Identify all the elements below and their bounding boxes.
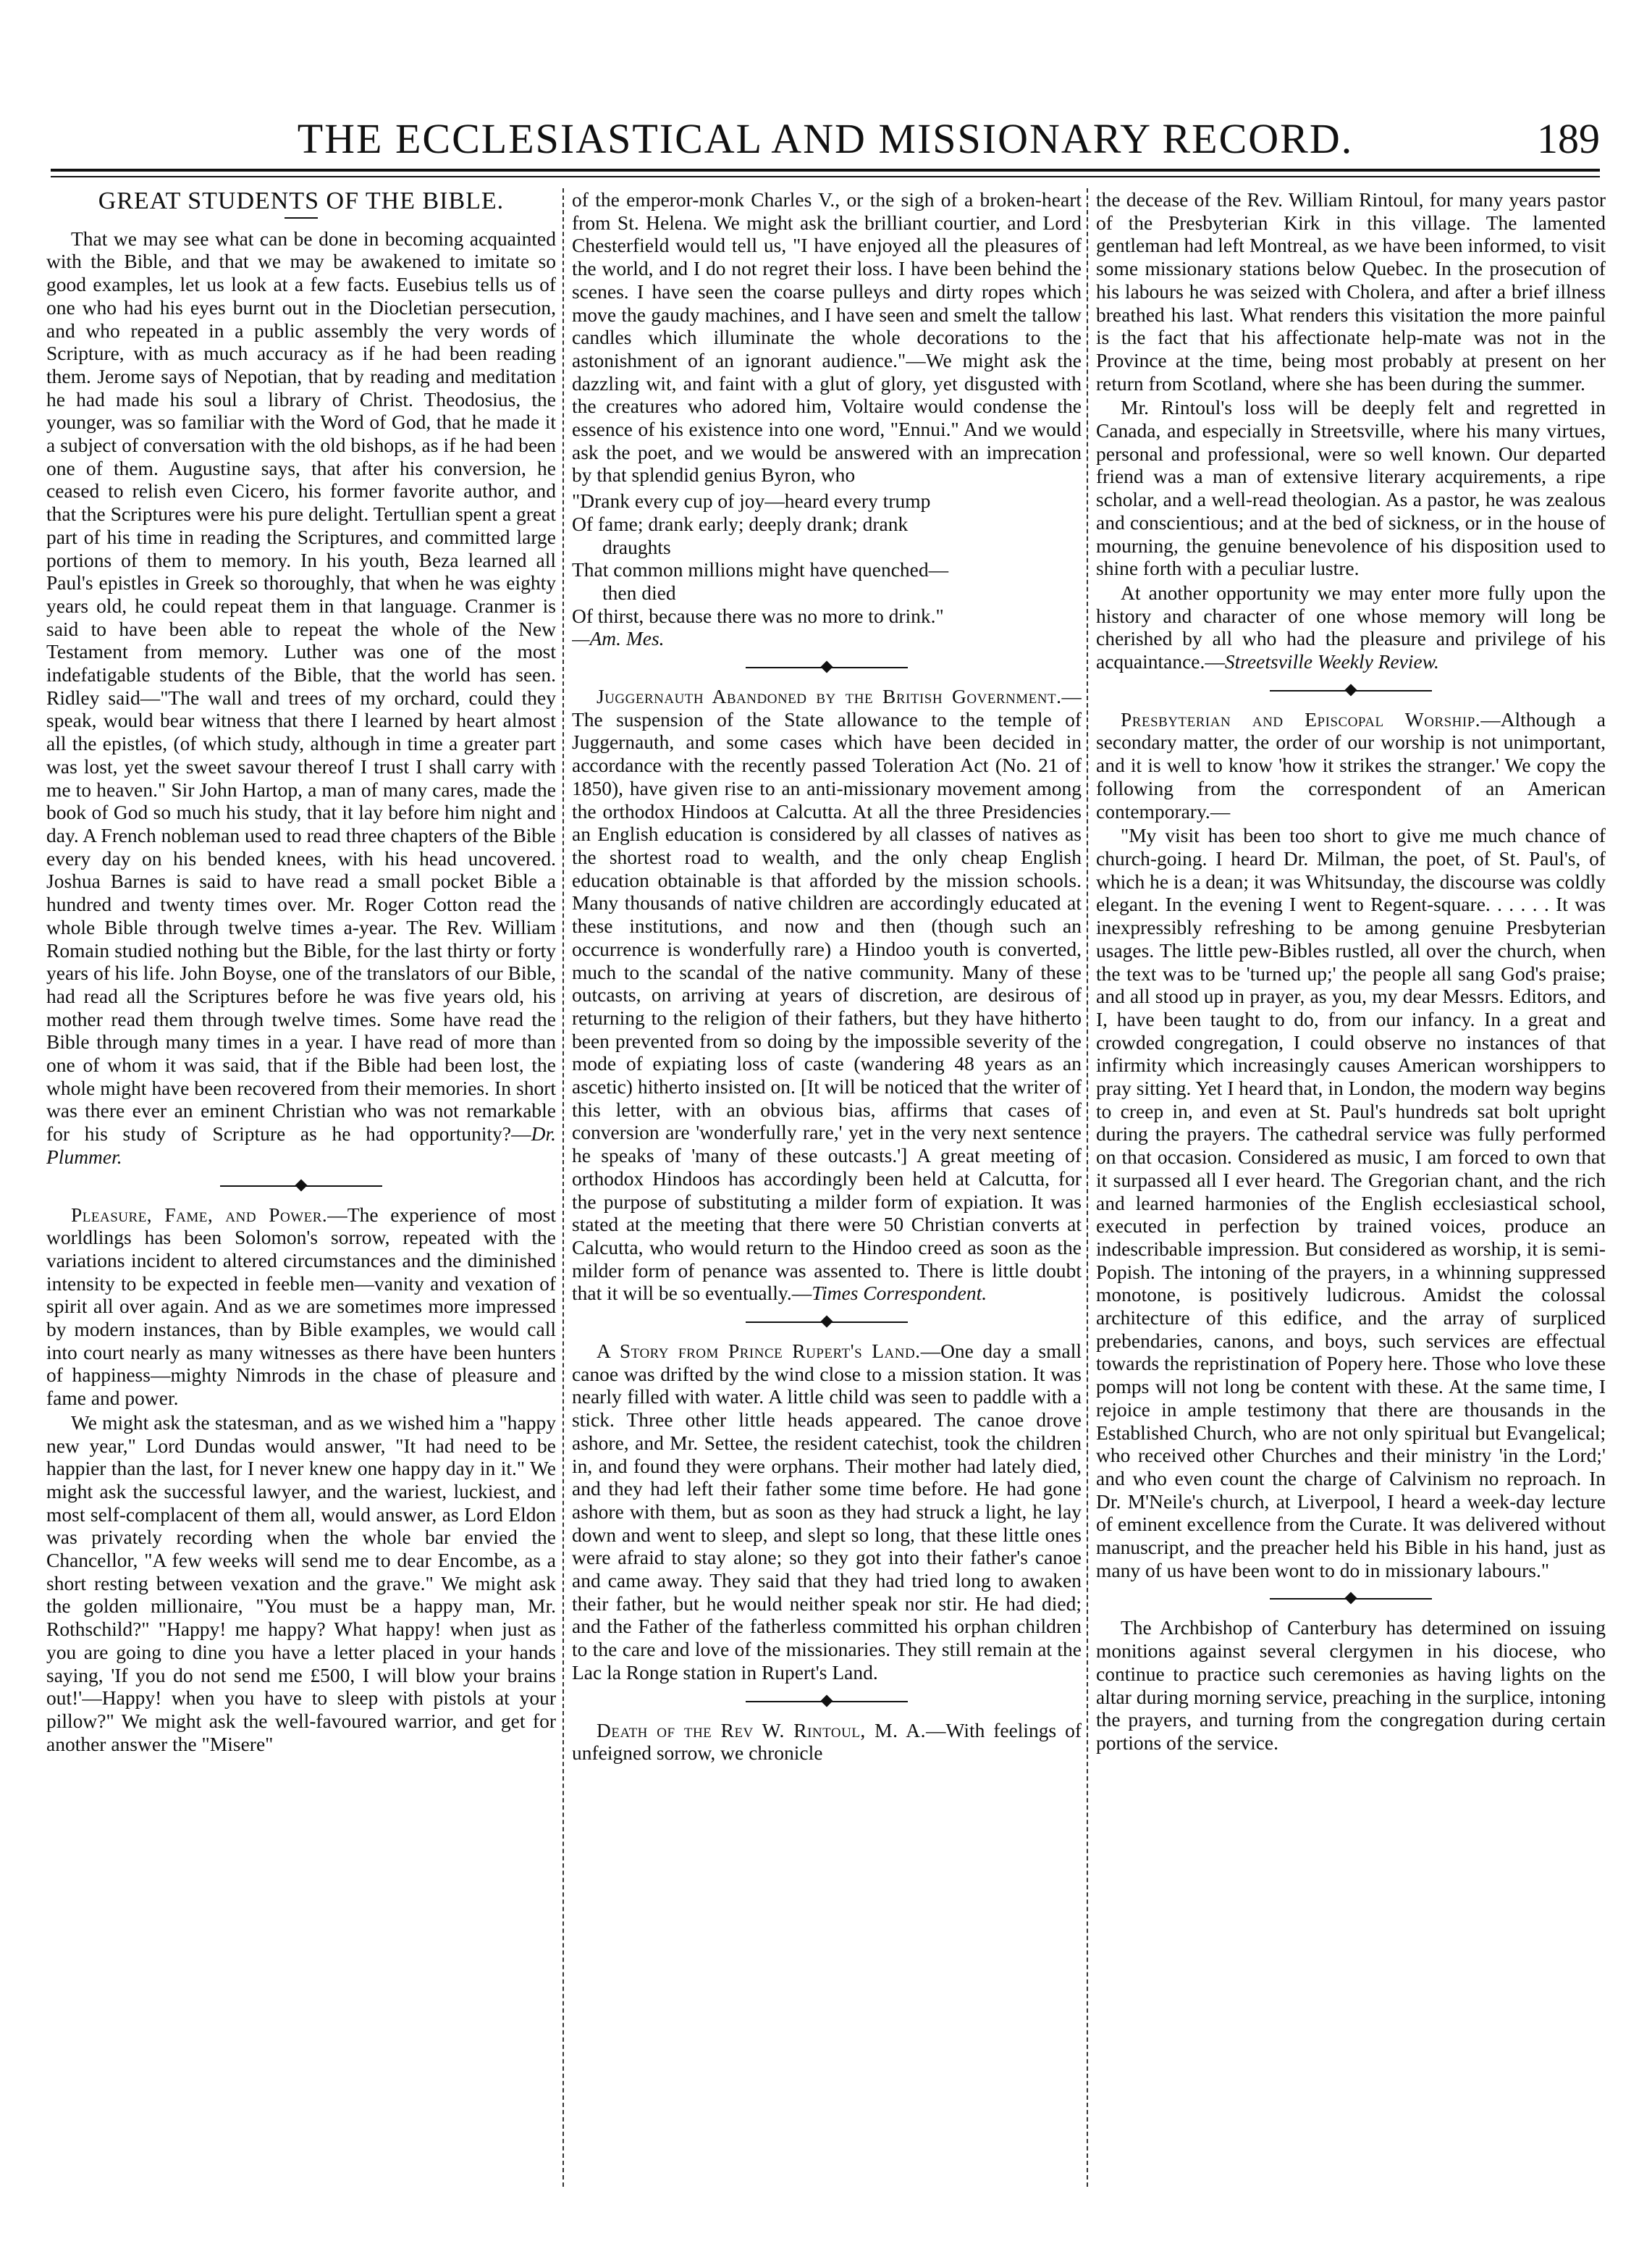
verse-line: draughts	[602, 535, 671, 558]
column-divider	[562, 188, 564, 2187]
section-divider	[572, 1694, 1082, 1709]
article-title: Presbyterian and Episcopal Worship.	[1121, 707, 1481, 731]
article-paragraph	[1096, 824, 1606, 1581]
paragraph-text: of the emperor-monk Charles V., or the sigh of a broken-heart from St. Helena. We might ask the brilliant courtier, and Lord Chesterfield would tell us, "I have enjoyed all the pleasures of the world, and I do not regret their loss. I have been behind the scenes. I have seen the coarse pulleys and dirty ropes which move the gaudy machines, and I have seen and smelt the tallow candles which illuminate the whole decorations to the astonishment of an ignorant audience."—We might ask the dazzling wit, and faint with a glut of glory, yet disgusted with the creatures who adored him, Voltaire would condense the essence of his existence into one word, "Ennui." And we would ask the poet, and we would be answered with an imprecation by that splendid genius Byron, who	[572, 188, 1082, 487]
paragraph-text: the decease of the Rev. William Rintoul, for many years pastor of the Presbyterian Kirk in this village. The lamented gentleman had left Montreal, as we have been informed, to visit some missionary stations below Quebec. In the prosecution of his labours he was seized with Cholera, and after a brief illness breathed his last. What renders this visitation the more painful is the fact that his affectionate help-mate was not in the Province at the time, being most probably at present on her return from Scotland, where she has been during the summer.	[1096, 188, 1606, 395]
section-divider	[572, 660, 1082, 675]
diamond-ornament-icon	[295, 1179, 308, 1191]
verse-line: Of fame; drank early; deeply drank; drank	[572, 512, 909, 535]
article-paragraph	[1096, 1616, 1606, 1754]
page-header	[51, 109, 1600, 167]
article-paragraph	[1096, 581, 1606, 673]
article-paragraph	[46, 1411, 556, 1756]
column-2	[572, 188, 1082, 2201]
paragraph-text: —With feelings of unfeigned sorrow, we chronicle	[572, 1718, 1082, 1765]
column-1	[46, 188, 556, 2201]
attribution: Streetsville Weekly Review.	[1224, 650, 1439, 673]
attribution: Times Correspondent.	[812, 1282, 987, 1305]
attribution: Dr. Plummer.	[46, 1122, 556, 1168]
running-title: THE ECCLESIASTICAL AND MISSIONARY RECORD.	[297, 115, 1354, 162]
diamond-ornament-icon	[1345, 1592, 1357, 1605]
verse-line: That common millions might have quenched—	[572, 558, 949, 581]
verse-line: Of thirst, because there was no more to drink."	[572, 604, 944, 627]
paragraph-text: —The experience of most worldlings has been Solomon's sorrow, repeated with the variations incident to altered circumstances and the diminished intensity to be expected in feeble men—vanity and vexation of spirit all over again. And as we are sometimes more impressed by modern instances, than by Bible examples, we would call into court nearly as many witnesses as there have been hunters of happiness—mighty Nimrods in the chase of pleasure and fame and power.	[46, 1203, 556, 1410]
article-title: Pleasure, Fame, and Power.	[71, 1203, 328, 1226]
diamond-ornament-icon	[821, 661, 833, 673]
paragraph-text: At another opportunity we may enter more fully upon the history and character of one whose memory will long be cherished by all who had the pleasure and privilege of his acquaintance.—	[1096, 581, 1606, 673]
article-paragraph	[572, 685, 1082, 1305]
verse-line: then died	[602, 581, 676, 604]
paragraph-text: —Although a secondary matter, the order of our worship is not unimportant, and it is well to know 'how it strikes the stranger.' We copy the following from the correspondent of an American contemporary.—	[1096, 707, 1606, 823]
heading-rule	[285, 217, 318, 219]
paragraph-text: "My visit has been too short to give me much chance of church-going. I heard Dr. Milman, the poet, of St. Paul's, of which he is a dean; it was Whitsunday, the discourse was coldly elegant. In the evening I went to Regent-square. . . . . . It was inexpressibly refreshing to be among genuine Presbyterian usages. The little pew-Bibles rustled, all over the church, when the text was to be 'turned up;' the people all sang God's praise; and all stood up in prayer, as you, my dear Messrs. Editors, and I, have been taught to do, from our infancy. In a great and crowded congregation, I could observe no instances of that infirmity which increasingly causes American worshippers to pray sitting. Yet I heard that, in London, the modern way begins to creep in, and even at St. Paul's hundreds sat bolt upright during the prayers. The cathedral service was fully performed on that occasion. Considered as music, I am forced to own that it surpassed all I ever heard. The Gregorian chant, and the rich and learned harmonies of the English ecclesiastical school, executed in perfection by trained voices, produce an indescribable impression. But considered as worship, it is semi-Popish. The intoning of the prayers, in a whinning suppressed monotone, is positively ludicrous. Amidst the colossal architecture of this edifice, and the array of surpliced prebendaries, canons, and boys, such services are effectual towards the repristination of Popery here. Those who love these pomps will not long be content with these. At the same time, I rejoice in ample testimony that there are thousands in the Established Church, who are not only spiritual but Evangelical; who received other Churches and their ministry 'in the Lord;' and who even count the charge of Calvinism no reproach. In Dr. M'Neile's church, at Liverpool, I heard a week-day lecture of eminent excellence from the Curate. It was delivered without manuscript, and the preacher held his Bible in his hand, just as many of us have been wont to do in missionary labours."	[1096, 824, 1606, 1581]
article-paragraph	[1096, 396, 1606, 580]
paragraph-text: That we may see what can be done in becoming acquainted with the Bible, and that we may be awakened to imitate so good examples, let us look at a few facts. Eusebius tells us of one who had his eyes burnt out in the Diocletian persecution, and who repeated in a public assembly the very words of Scripture, with as much accuracy as if he had been reading them. Jerome says of Nepotian, that by reading and meditation he had made his soul a library of Christ. Theodosius, the younger, was so familiar with the Word of God, that he made it a subject of conversation with the old bishops, as if he had been one of them. Augustine says, that after his conversion, he ceased to relish even Cicero, his former favorite author, and that the Scriptures were his pure delight. Tertullian spent a great part of his time in reading the Scriptures, and committed large portions of them to memory. In his youth, Beza learned all Paul's epistles in Greek so thoroughly, that when he was eighty years old, he could repeat them in that language. Cranmer is said to have been able to repeat the whole of the New Testament from memory. Luther was one of the most indefatigable students of the Bible, that the world has seen. Ridley said—"The wall and trees of my orchard, could they speak, would bear witness that there I learned by heart almost all the epistles, (of which study, although in time a greater part was lost, yet the sweet savour thereof I trust I shall carry with me to heaven." Sir John Hartop, a man of many cares, made the book of God so much his study, that it lay before him night and day. A French nobleman used to read three chapters of the Bible every day on his bended knees, with his head uncovered. Joshua Barnes is said to have read a small pocket Bible a hundred and twenty times over. Mr. Roger Cotton read the whole Bible through twelve times a-year. The Rev. William Romain studied nothing but the Bible, for the last thirty or forty years of his life. John Boyse, one of the translators of our Bible, had read all the Scriptures before he was five years old, his mother read them through twelve times. Some have read the Bible through many times in a year. I have read of more than one of whom it was said, that if the Bible had been lost, the whole might have been recovered from their memories. In short was there ever an eminent Christian who was not remarkable for his study of Scripture as he had opportunity?—	[46, 227, 556, 1146]
diamond-ornament-icon	[821, 1316, 833, 1328]
article-paragraph	[1096, 188, 1606, 395]
section-divider	[572, 1315, 1082, 1329]
column-3	[1096, 188, 1606, 2201]
paragraph-text: —The suspension of the State allowance to the temple of Juggernauth, and some cases which have been decided in accordance with the recently passed Toleration Act (No. 21 of 1850), have given rise to an anti-missionary movement among the orthodox Hindoos at Calcutta. At all the three Presidencies an English education is considered by all classes of natives as the shortest road to wealth, and the only cheap English education obtainable is that afforded by the mission schools. Many thousands of native children are accordingly educated at these institutions, and now and then (though such an occurrence is wonderfully rare) a Hindoo youth is converted, much to the scandal of the native community. Many of these outcasts, on arriving at years of discretion, are desirous of returning to the religion of their fathers, but they have hitherto been prevented from so doing by the impossible severity of the mode of expiating loss of caste (wandering 48 years as an ascetic) hitherto insisted on. [It will be noticed that the writer of this letter, with an obvious bias, affirms that cases of conversion are 'wonderfully rare,' yet in the very next sentence he speaks of 'many of these outcasts.'] A great meeting of orthodox Hindoos has accordingly been held at Calcutta, for the purpose of substituting a milder form of expiation. It was stated at the meeting that there were 50 Christian converts at Calcutta, who would return to the Hindoo creed as soon as the milder form of penance was assented to. There is little doubt that it will be so eventually.—	[572, 685, 1082, 1305]
column-divider	[1087, 188, 1088, 2187]
article-heading: GREAT STUDENTS OF THE BIBLE.	[98, 188, 505, 214]
section-divider	[46, 1179, 556, 1193]
attribution: —Am. Mes.	[572, 627, 665, 650]
article-paragraph	[572, 1340, 1082, 1684]
paragraph-text: We might ask the statesman, and as we wished him a "happy new year," Lord Dundas would answer, "It had need to be happier than the last, for I never knew one happy day in it." We might ask the successful lawyer, and the wariest, luckiest, and most self-complacent of them all, would answer, as Lord Eldon was privately recording when the whole bar envied the Chancellor, "A few weeks will send me to dear Encombe, as a short resting between vexation and the grave." We might ask the golden millionaire, "You must be a happy man, Mr. Rothschild?" "Happy! me happy? What happy! when just as you are going to dine you have a letter placed in your hands saying, 'If you do not send me £500, I will blow your brains out!'—Happy! when you have to sleep with pistols at your pillow?" We might ask the well-favoured warrior, and get for another answer the "Misere"	[46, 1411, 556, 1755]
section-divider	[1096, 1592, 1606, 1606]
article-paragraph	[1096, 708, 1606, 823]
section-divider	[1096, 684, 1606, 698]
verse-line: "Drank every cup of joy—heard every trump	[572, 489, 931, 513]
verse-quote	[572, 489, 1082, 650]
paragraph-text: —One day a small canoe was drifted by the wind close to a mission station. It was nearly filled with water. A little child was seen to paddle with a stick. Three other little heads appeared. The canoe drove ashore, and Mr. Settee, the resident catechist, took the children in, and found they were orphans. Their mother had lately died, and they had left their father some time before. He had gone ashore with them, but as soon as they had struck a light, he lay down and went to sleep, and slept so long, that these little ones were afraid to stay alone; so they got into their father's canoe and came away. They said that they had tried long to awaken their father, but he would neither speak nor stir. He had died; and the Father of the fatherless committed his orphan children to the care and love of the missionaries. They still remain at the Lac la Ronge station in Rupert's Land.	[572, 1340, 1082, 1684]
header-rule	[51, 169, 1600, 177]
paragraph-text: Mr. Rintoul's loss will be deeply felt and regretted in Canada, and especially in Streetsville, where his many virtues, personal and professional, were so well known. Our departed friend was a man of extensive literary acquirements, a ripe scholar, and a well-read theologian. As a pastor, he was zealous and conscientious; and at the bed of sickness, or in the house of mourning, the genuine benevolence of his disposition used to shine forth with a peculiar lustre.	[1096, 396, 1606, 580]
article-paragraph	[46, 227, 556, 1169]
article-title: Juggernauth Abandoned by the British Government.	[597, 685, 1062, 708]
article-title: Death of the Rev W. Rintoul, M. A.	[597, 1718, 926, 1741]
article-paragraph	[46, 1203, 556, 1410]
diamond-ornament-icon	[1345, 684, 1357, 696]
page-number: 189	[1537, 115, 1600, 162]
article-title: A Story from Prince Rupert's Land.	[597, 1340, 921, 1363]
diamond-ornament-icon	[821, 1694, 833, 1707]
paragraph-text: The Archbishop of Canterbury has determined on issuing monitions against several clergymen in his diocese, who continue to practice such ceremonies as having lights on the altar during morning service, preaching in the surplice, intoning the prayers, and turning from the congregation during certain portions of the service.	[1096, 1616, 1606, 1754]
article-paragraph	[572, 1719, 1082, 1765]
article-paragraph	[572, 188, 1082, 487]
